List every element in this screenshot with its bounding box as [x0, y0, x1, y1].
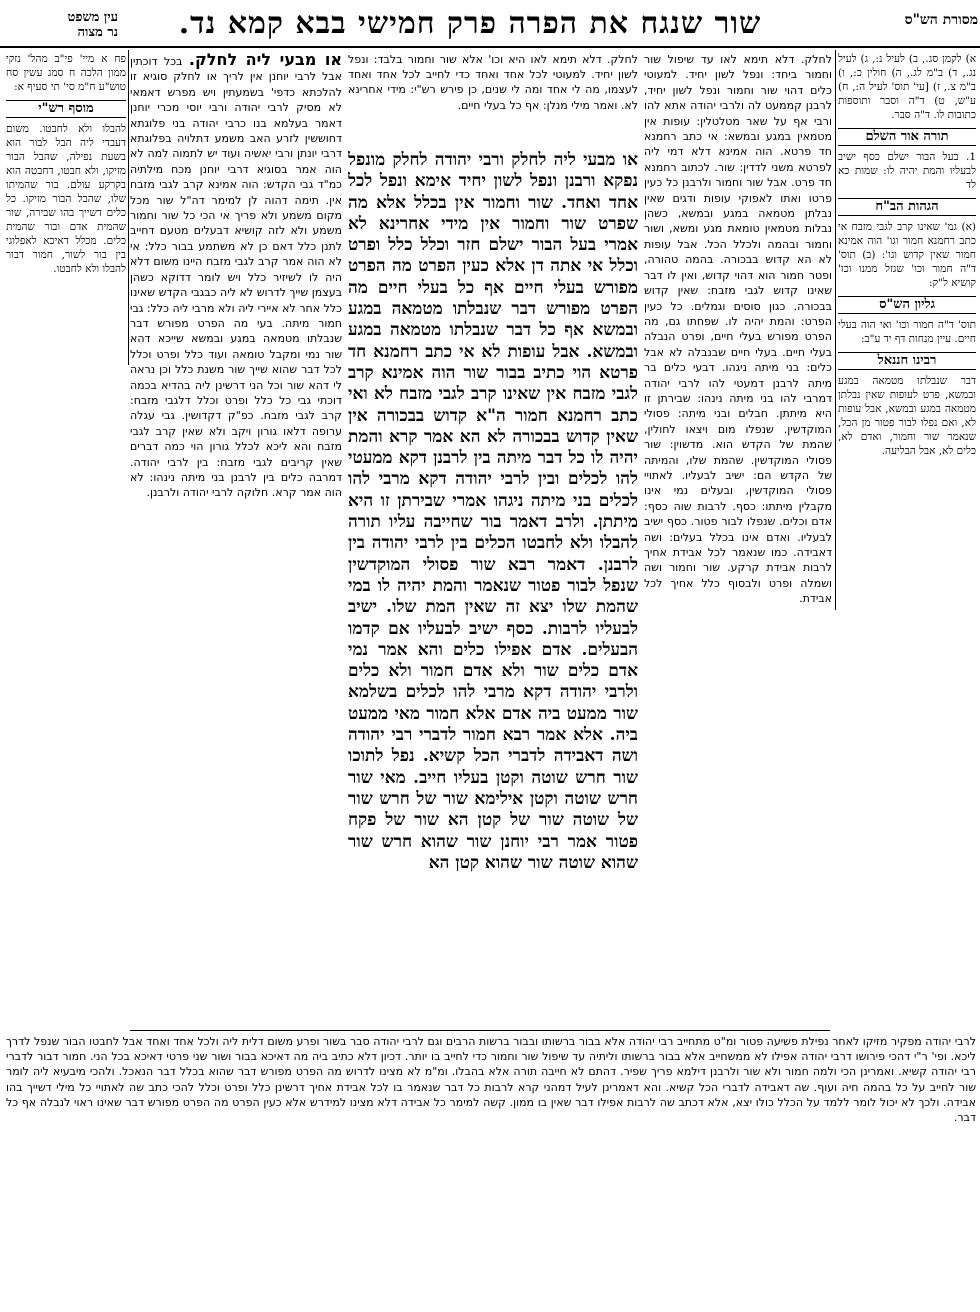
- hagahot-text: (א) גמ' שאינו קרב לגבי מזבח אי כתב רחמנא חמור וגו' הוה אמינא חמור שאין קדוש וגו': (ב) תוס' ד"ה חמור וכו' שגזל ממנו וכו' קושיא ל"ק:: [838, 221, 976, 289]
- bottom-commentary-text: לרבי יהודה מפקיר מזיקו לאחר נפילת פשיעה פטור ומ"ט מתחייב רבי יהודה אלא בבור ברשותו ובבור ברשות הרבים וגם לרבי יהודה סבר בשור ופרע משום דלית ליה ולכל אחד ואחד אבל לחבטו הבור שנפל לדרך ליכא. ופי' ר"י דהכי פירושו דרבי יהודה אפילו לא ממשחייב אלא בבור ברשותו וליתיה עד שיפול שור וחמור כדי לחייב בו יותר. דכיון דלא כתיב ביה מה דאיכא בבור ושור שני פרטי דאיכא בכל הני. חמור דבור לדברי רבי יהודה קשיא. ואמרינן הכי ולמה חמור ולא שור ולרבנן דילמא פריך שפיר. דהתם לא חייבה תורה אלא בהבלו. ומ"מ לא מצינו לדרוש מה הפרט מפורש דבר שהוא בכלל דבר הנאכל. ולהכי מיבעיא ליה לומר שור לחייב על כל בהמה חיה ועוף. שה דאבידה לדברי הכל קשיא. והא דאמרינן לעיל דמהני קרא לרבות כל דבר שנאמר בו לכל אבידת אחיך דרשינן כלל ופרט וכלל להכי כתב שה לאתויי כל מילי דשייך בהו אבידה. ולכך לא יכול לומר ללמד על הכלל כולו יצא, אלא דכתב שה לרבות אפילו דבר שאין בו ממון. קשה למימר כל אבידה דלא מצינו למידרש אלא כעין הפרט מה הפרט מפורש דבר שאינו ראוי לנבלה אף כל דבר.: [6, 1035, 976, 1125]
- gemara-column: [348, 150, 638, 1030]
- chananel-text: דבר שנבלתו מטמאה במגע ובמשא, פרט לעופות שאין נבלתן מטמאה במגע ובמשא, אבל עופות לא, ואם נפלו לבור פטור מן הכל, שנאמר שור וחמור, ואדם לא, כלים לא, אבל הבליעה.: [838, 375, 976, 457]
- gemara-text: או מבעי ליה לחלק ורבי יהודה לחלק מונפל נפקא ורבנן ונפל לשון יחיד אימא ונפל לכל אחד ואחד. שור וחמור אין בכלל אלא מה שפרט שור וחמור אין מידי אחרינא לא אמרי בעל הבור ישלם חזר וכלל כלל ופרט וכלל אי אתה דן אלא כעין הפרט מה הפרט מפורש בעלי חיים אף כל בעלי חיים מה הפרט מפורש דבר שנבלתו מטמאה במגע ובמשא אף כל דבר שנבלתו מטמאה במגע ובמשא. אבל עופות לא אי כתב רחמנא חד פרטא הוי כתיב בבור שור הוה אמינא קרב לגבי מזבח אין שאינו קרב לגבי מזבח לא ואי כתב רחמנא חמור ה"א קדוש בבכורה אין שאין קדוש בבכורה לא הא אמר קרא והמת יהיה לו כל דבר מיתה בין לרבנן דקא ממעטי להו לכלים ובין לרבי יהודה דקא מרבי להו לכלים בני מיתה ניגהו אמרי שבירתן זו היא מיתתן. ולרב דאמר בור שחייבה עליו תורה להבלו ולא לחבטו הכלים בין לרבי יהודה בין לרבנן. דאמר רבא שור פסולי המוקדשין שנפל לבור פטור שנאמר והמת יהיה לו במי שהמת שלו יצא זה שאין המת שלו. ישיב לבעליו לרבות. כסף ישיב לבעליו אם קדמו הבעלים. אדם אפילו כלים והא אמר נמי אדם כלים שור ולא אדם חמור ולא כלים ולרבי יהודה דקא מרבי להו לכלים בשלמא שור ממעט ביה אדם אלא חמור מאי ממעט ביה. אלא אמר רבא חמור לדברי רבי יהודה ושה דאבידה לדברי הכל קשיא. נפל לתוכו שור חרש שוטה וקטן בעליו חייב. מאי שור חרש שוטה וקטן אילימא שור של חרש שור של שוטה שור של קטן הא שור של פקח פטור אמר רבי יוחנן שור שהוא חרש שור שהוא שוטה שור שהוא קטן הא: [348, 150, 638, 873]
- page-title: שור שנגח את הפרה פרק חמישי בבא קמא נד.: [178, 6, 762, 41]
- tosafot-opening: או מבעי ליה לחלק.: [188, 52, 342, 69]
- ein-mishpat-column: [6, 52, 126, 362]
- gemara-top-commentary: [348, 52, 638, 148]
- gemara-top-text: לחלק. דלא תימא לאו היא וכו' אלא שור וחמור בלבד: ונפל לשון יחיד. למעוטי לכל אחד ואחד כדי לחייב לכל אחד ואחד לעצמו, מה לי אחד ומה לי שנים, כן פירש רש"י: מידי אחרינא לא. ואמר מילי מנלן: אף כל בעלי חיים.: [348, 53, 638, 112]
- gilyon-text: תוס' ד"ה חמור וכו' ואי הוה בעלי חיים. עיין מנחות דף יד ע"ב:: [838, 319, 976, 345]
- tosafot-text: בכל דוכתין אבל לרבי יוחנן אין לריך או לחלק סוגיא זו להלכתא כדפי' בשמעתין ויש מפרש דאמאי לא מסיק לרבי יהודה ורבי יוסי מכרי יוחנן דאמר בעלמא בנו כרבי יהודה בני פלוגתא דחוששין לזרע האב משמע דתלויה בפלוגתא דרבי יונתן ורבי יאשיה ועוד יש לתמוה למה לא הוה אמר בסוגיא דרבי יוחנן מכח מילתיה כמ"ד גבי הקדש: הוה אמינא קרב לגבי מזבח אין. תימה דהוה לן למימר דה"ל שור מכל מקום משמע ולא פריך אי הכי כל שור וחמור משמע ולא לזה קושיא דבעלים מטעם דחייב לתנן כלל דאם כן לא משתמע בבור כלל: אי לא הוה אמר קרב לגבי מזבח היינו משום דלא היה לו לשיזיר כלל ויש לומר דדוקא כשהן בעצמן שייך לדרוש לא ליה כבגבי הקדש שאינו כלל אחר לא איירי ליה ולא מרבי ליה כלל: גבי חמור מיתה. בעי מה הפרט מפורש דבר שנבלתו מטמאה במגע ובמשא שייכא דהא שור נמי ומקבל טומאה ועוד כלל ופרט וכלל לכל דבר שהוא שייך שור משנת כלל וכן נראה לי דהא שור וכל הני דרשינן ליה בהדיא בכמה דוכתי גבי כל כלל ופרט וכלל דלגבי מזבח: קרב לגבי מזבח. כפ"ק דקדושין. גבי עגלה ערופה דלאו גורון ויקב ולא שאין קרב לגבי מזבח והא ליכא לכלל גורון הוי כמה דברים שאין קריבים לגבי מזבח: בין לרבי יהודה. דמרבה כלים בין לרבנן בני מיתה נינהו: לא הוה אמר קרא. חלוקה לרבי יהודה ולרבנן.: [130, 55, 342, 500]
- gilyon-title: גליון הש"ס: [838, 296, 976, 314]
- masoret-text: א) לקמן סג., ב) לעיל נ:, ג) לעיל נג., ד) ב"מ לג., ה) חולין כ:, ו) ב"מ צ., ז) [עי' תוס' לעיל ה:, ח) ע"ש, ט) ד"ה וסבר ותוספות כתובות לו. ד"ה סבר.: [838, 53, 976, 121]
- hagahot-title: הגהות הב"ח: [838, 198, 976, 216]
- ein-mishpat-text: פח א מיי' פי"ב מהל' נזקי ממון הלכה ח סמג עשין סח טוש"ע ח"מ סי' תי סעיף א:: [6, 53, 126, 93]
- column-divider: [128, 50, 129, 365]
- musaf-rashi-text: להבלו ולא לחבטו. משום דעבדי ליה הבל לבור הוא בשעת נפילה, שהבל הבור מזיקו, ולא חבטו, דחבטה הוא בקרקע עולם. בור שהמיתו שלו, שהבל הבור מזיקו. כל כלים דשייך בהו שבירה, שור שהמית אדם ובור שהמית כלים. מכלל דאיכא לאפלוגי בין בור לשור, חמור דבור להבלו ולא לחבטו.: [6, 123, 126, 275]
- rashi-text: לחלק. דלא תימא לאו עד שיפול שור וחמור ביחד: ונפל לשון יחיד. למעוטי כלים דהוי שור וחמור ונפל לשון יחיד, לרבנן קממעט לה ולרבי יהודה אתא להו ורבי אף על שאר מטלטלין: עופות אין מטמאין במגע ובמשא: אי כתב רחמנא חד פרטא. הוה אמינא דלא דמי ליה לפרטא משני לדדין: שור. לכתוב רחמנא חד פרט. אבל שור וחמור ולרבנן כל כעין פרטו ואתו לאפוקי עופות ודגים שאין נבלתן מטמאה במגע ובמשא, כשהן נבלות מטמאין טומאת מגע ומשא, ושור וחמור ובהמה ולכלל הכל. אבל עופות לא הא קדוש בבכורה. בהמה טהורה, ופטר חמור הוא דהוי קדוש, ואין לו דבר שאינו קדוש לגבי מזבח: שאין קדוש בבכורה. כגון סוסים וגמלים. כל כעין הפרט: והמת יהיה לו. שפחתו גם, מה הפרט מפורש בעלי חיים, ופרט הנבלה בעלי חיים. בעלי חיים שבנבלה לא אבל כלים: בני מיתה ניגהו. דבעי כלים בר מיתה לרבנן דמעטי להו לרבי יהודה דמרבי להו בני מיתה נינהו: שבירתן זו היא מיתתן. חבלים ובני מיתה: פסולי המוקדשין. שנפלו מום ויצאו לחולין, שהמת של הקדש הוא. מדשוין: שור פסולי המוקדשין. שהמת שלו, והמיתה של הקדש הם: ישיב לבעליו. לאתויי פסולי המוקדשין, ובעלים נמי אינו מקבלין מיתתו: כסף. לרבות שוה כסף: אדם וכלים. שנפלו לבור פטור. כסף ישיב לבעליו. ואדם אינו בכלל בעלים: ושה דאבידה. כמו שנאמר לכל אבידת אחיך לרבות אבידת קרקע. שור וחמור ושה ושמלה ופרט ולבסוף כלל אחיך לכל אבידת.: [644, 53, 832, 606]
- masoret-column: [838, 52, 976, 607]
- bottom-commentary: [6, 1034, 976, 1306]
- header-rule: [0, 46, 980, 48]
- column-divider: [835, 50, 836, 610]
- bottom-rule: [130, 1030, 830, 1031]
- masoret-hashas-label: מסורת הש"ס: [904, 12, 978, 28]
- ein-mishpat-label: עין משפט נר מצוה: [67, 10, 118, 40]
- chananel-title: רבינו חננאל: [838, 352, 976, 370]
- musaf-rashi-title: מוסף רש"י: [6, 100, 126, 118]
- torah-or-title: תורה אור השלם: [838, 128, 976, 146]
- page-header: [0, 4, 980, 46]
- torah-or-text: 1. בעל הבור ישלם כסף ישיב לבעליו והמת יהיה לו: שמות כא לד: [838, 151, 976, 191]
